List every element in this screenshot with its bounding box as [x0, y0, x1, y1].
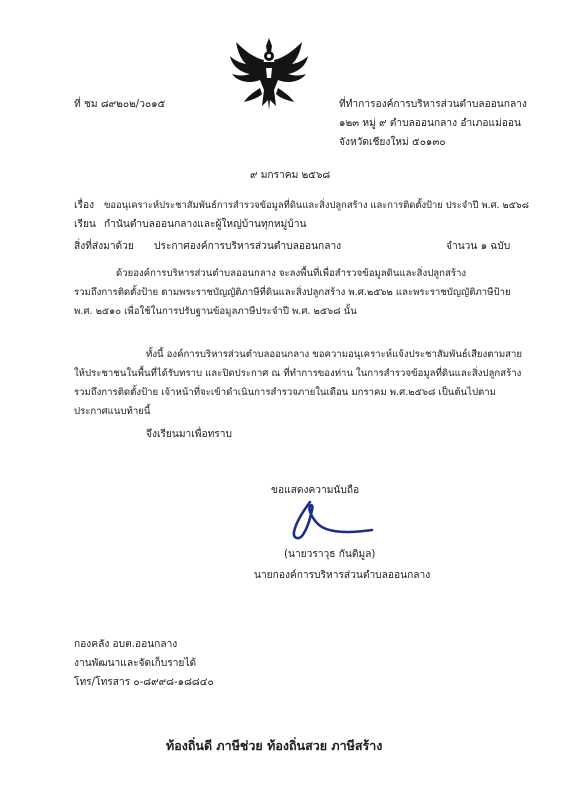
sender-address-line-1: ที่ทำการองค์การบริหารส่วนตำบลออนกลาง: [339, 99, 527, 110]
body-paragraph-2: [74, 345, 524, 421]
subject-text: ขออนุเคราะห์ประชาสัมพันธ์การสำรวจข้อมูลที่ดินและสิ่งปลูกสร้าง และการติดตั้งป้าย ประจำปี พ.ศ. ๒๕๖๘: [104, 200, 529, 211]
paragraph-1-line-2: รวมถึงการติดตั้งป้าย ตามพระราชบัญญัติภาษีที่ดินและสิ่งปลูกสร้าง พ.ศ.๒๕๖๒ และพระราชบัญญัติภาษีป้าย: [74, 287, 511, 298]
contact-phone: โทร/โทรสาร ๐-๘๙๙๘-๑๘๘๔๐: [74, 677, 214, 688]
signer-position: นายกองค์การบริหารส่วนตำบลออนกลาง: [254, 570, 431, 581]
salutation-label: เรียน: [74, 219, 96, 230]
handwritten-signature: [282, 496, 374, 542]
sender-address-line-3: จังหวัดเชียงใหม่ ๕๐๑๓๐: [339, 137, 446, 148]
enclosure-quantity: จำนวน ๑ ฉบับ: [446, 241, 511, 252]
subject-label: เรื่อง: [74, 200, 95, 211]
letter-date: ๙ มกราคม ๒๕๖๘: [250, 170, 331, 181]
regards-line: ขอแสดงความนับถือ: [271, 485, 360, 496]
garuda-emblem-icon: [226, 36, 312, 114]
body-paragraph-1: [74, 264, 524, 321]
paragraph-1-line-1: ด้วยองค์การบริหารส่วนตำบลออนกลาง จะลงพื้นที่เพื่อสำรวจข้อมูลดินและสิ่งปลูกสร้าง: [116, 268, 467, 279]
footer-slogan: ท้องถิ่นดี ภาษีช่วย ท้องถิ่นสวย ภาษีสร้าง: [166, 738, 383, 753]
reference-number: ที่ ชม ๘๙๒๐๒/ว๐๑๕: [74, 99, 166, 110]
paragraph-2-line-1: ทั้งนี้ องค์การบริหารส่วนตำบลออนกลาง ขอความอนุเคราะห์แจ้งประชาสัมพันธ์เสียงตามสาย: [146, 349, 523, 360]
signer-name: (นายวราวุธ กันติมูล): [284, 549, 376, 560]
salutation-recipient: กำนันตำบลออนกลางและผู้ใหญ่บ้านทุกหมู่บ้าน: [104, 219, 307, 230]
paragraph-2-line-4: ประกาศแนบท้ายนี้: [74, 406, 151, 417]
closing-line: จึงเรียนมาเพื่อทราบ: [146, 429, 232, 440]
paragraph-2-line-2: ให้ประชาชนในพื้นที่ได้รับทราบ และปิดประกาศ ณ ที่ทำการของท่าน ในการสำรวจข้อมูลที่ดินและสิ่งปลูกสร้าง: [74, 368, 522, 379]
paragraph-1-line-3: พ.ศ. ๒๕๑๐ เพื่อใช้ในการปรับฐานข้อมูลภาษีประจำปี พ.ศ. ๒๕๖๘ นั้น: [74, 306, 357, 317]
paragraph-2-line-3: รวมถึงการติดตั้งป้าย เจ้าหน้าที่จะเข้าดำเนินการสำรวจภายในเดือน มกราคม พ.ศ.๒๕๖๘ เป็นต้นไปตาม: [74, 387, 497, 398]
contact-department: กองคลัง อบต.ออนกลาง: [74, 639, 178, 650]
enclosure-label: สิ่งที่ส่งมาด้วย: [74, 241, 134, 252]
enclosure-text: ประกาศองค์การบริหารส่วนตำบลออนกลาง: [154, 241, 342, 252]
contact-section: งานพัฒนาและจัดเก็บรายได้: [74, 658, 197, 669]
sender-address-line-2: ๑๒๓ หมู่ ๙ ตำบลออนกลาง อำเภอแม่ออน: [339, 118, 521, 129]
